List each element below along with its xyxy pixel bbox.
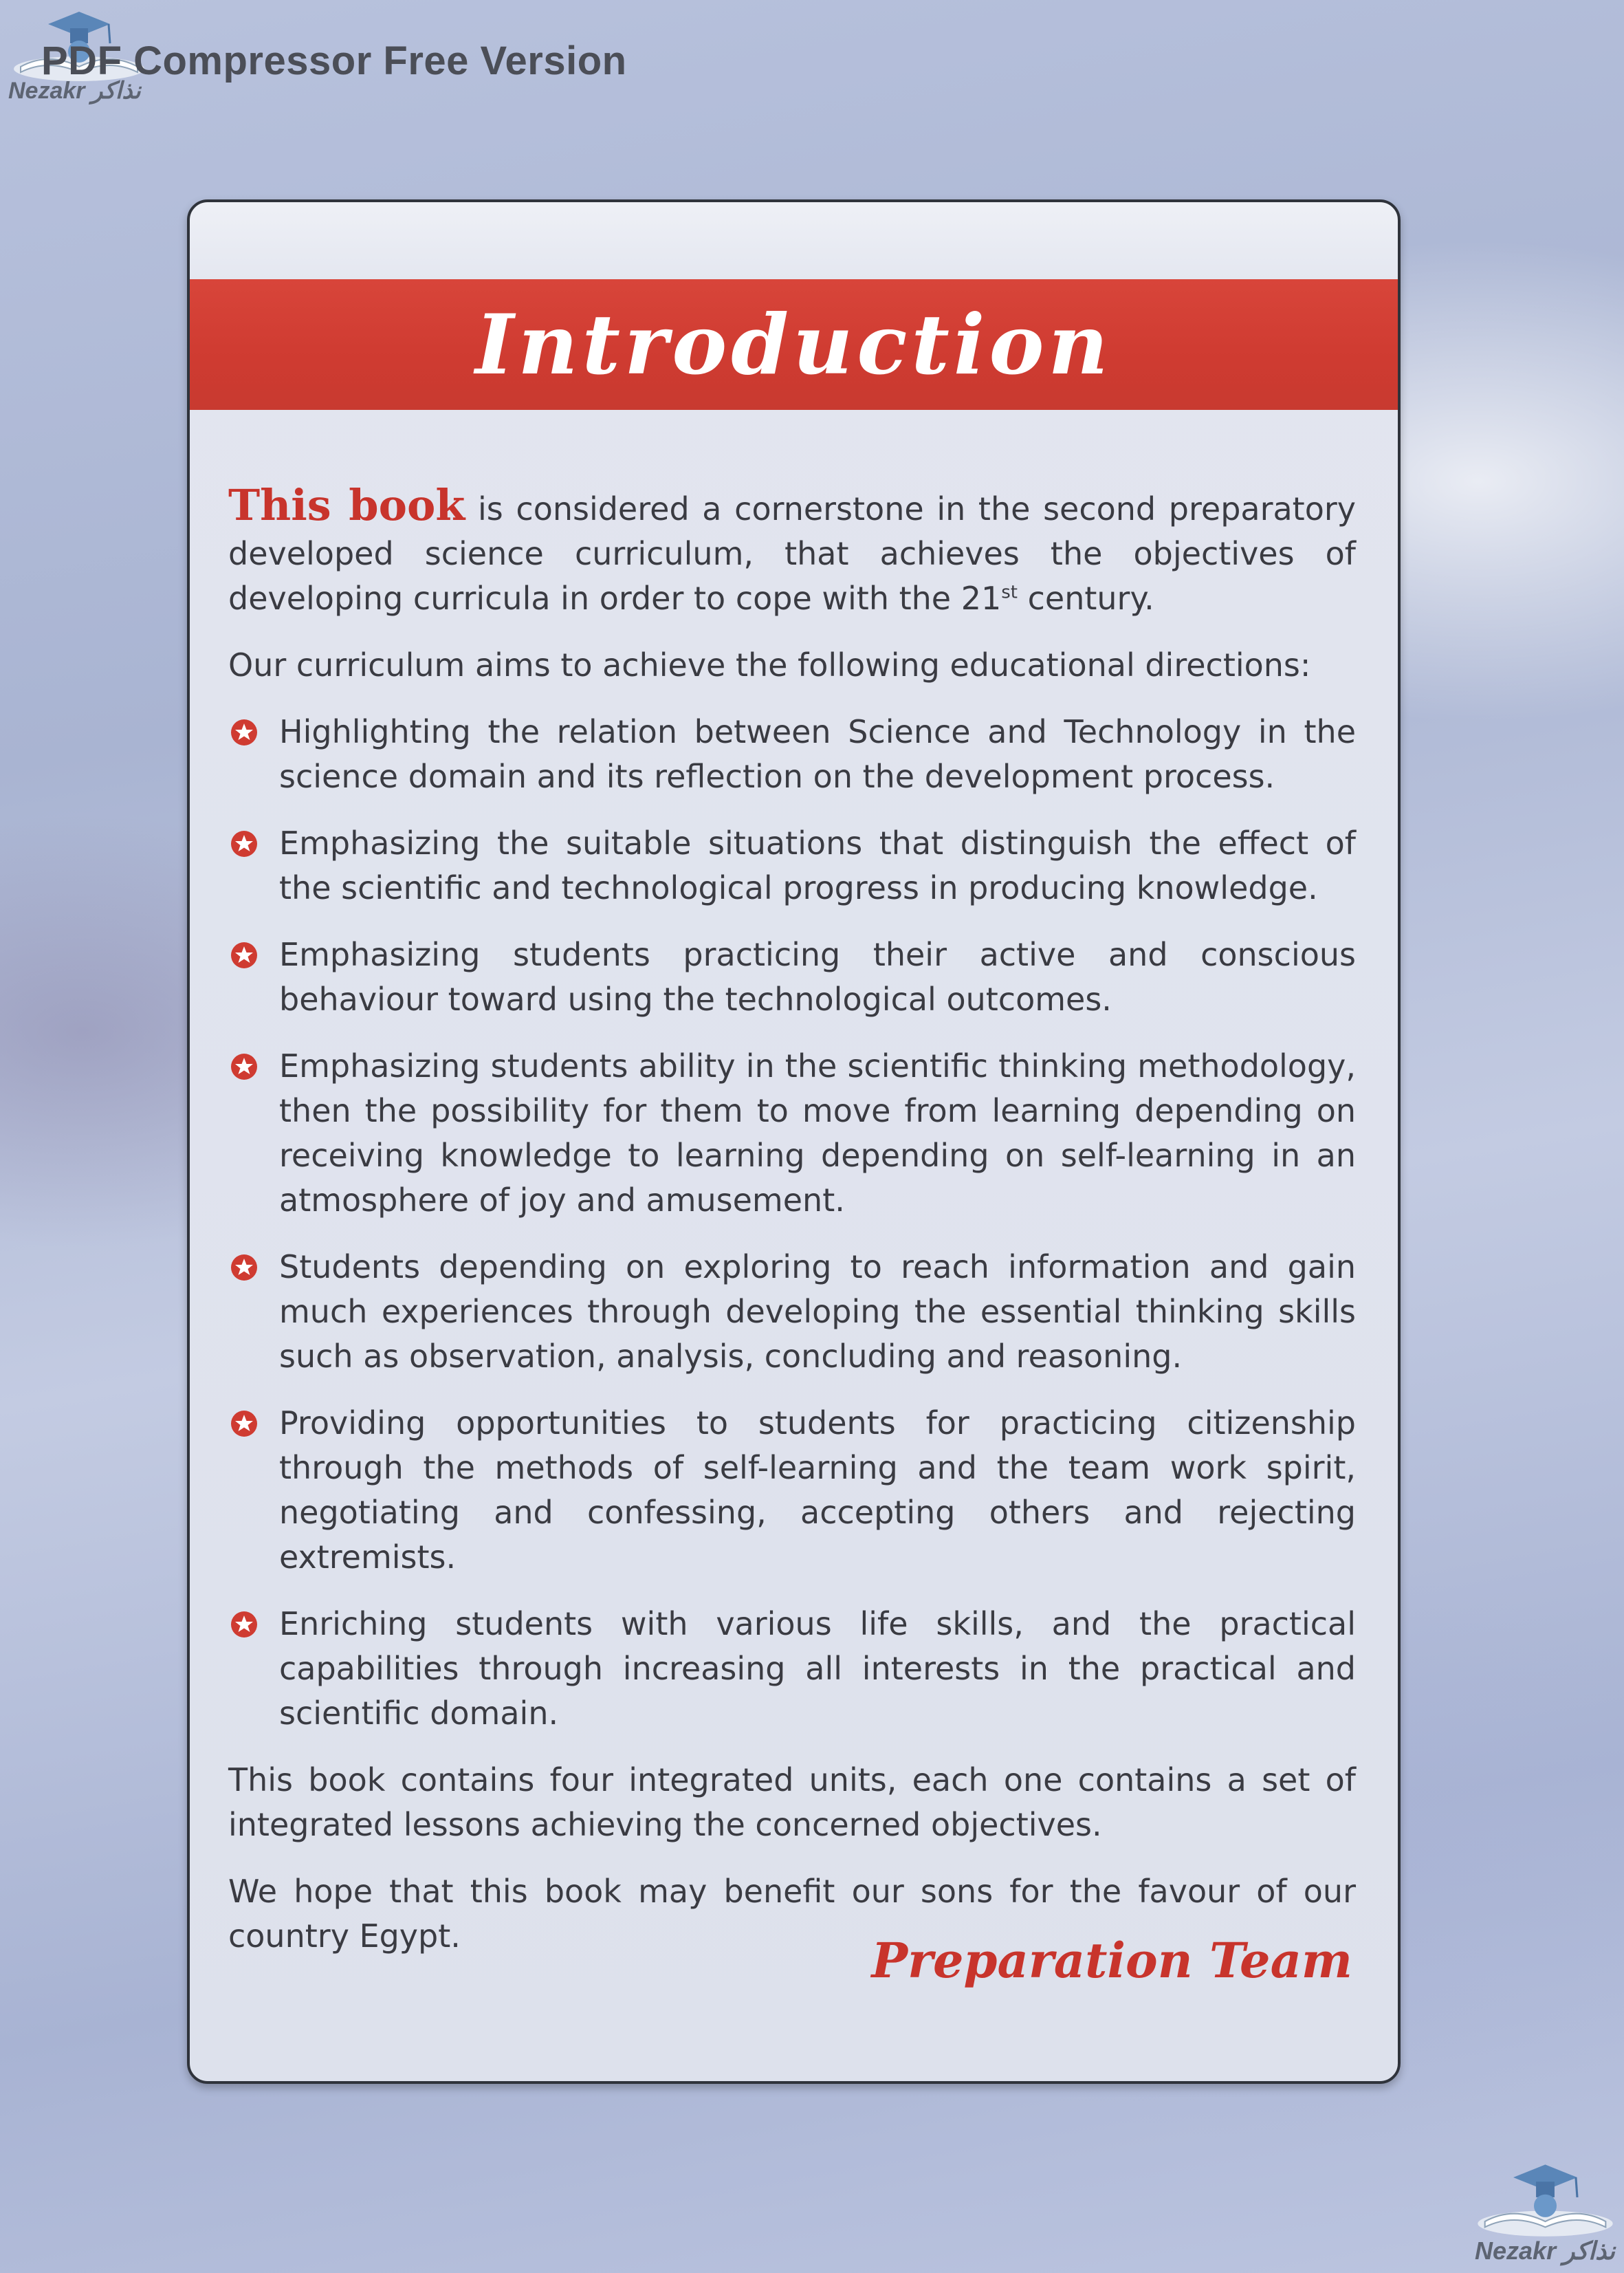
list-item-text: Highlighting the relation between Science and Technology in the science domain and its reflection on the development process.: [279, 713, 1356, 795]
pdf-compressor-watermark: PDF Compressor Free Version: [41, 39, 627, 83]
closing-paragraph-units: This book contains four integrated units, each one contains a set of integrated lessons achieving the concerned objectives.: [228, 1761, 1356, 1843]
title-banner: [190, 279, 1398, 410]
aims-list: [228, 710, 1356, 1736]
list-item: [228, 933, 1356, 1022]
page-title: Introduction: [475, 296, 1112, 393]
introduction-card: [187, 199, 1401, 2084]
list-item: [228, 710, 1356, 799]
star-bullet-icon: [230, 1409, 259, 1438]
intro-paragraph: [228, 480, 1356, 621]
star-bullet-icon: [230, 829, 259, 858]
list-item-text: Emphasizing students practicing their active and conscious behaviour toward using the technological outcomes.: [279, 936, 1356, 1018]
star-bullet-icon: [230, 941, 259, 970]
list-item: [228, 1602, 1356, 1736]
list-item-text: Emphasizing students ability in the scientific thinking methodology, then the possibility for them to move from learning depending on receiving knowledge to learning depending on self-learning in an atmosphere of joy and amusement.: [279, 1047, 1356, 1219]
closing-paragraph-hope: We hope that this book may benefit our sons for the favour of our country Egypt.: [228, 1873, 1356, 1955]
star-bullet-icon: [230, 1253, 259, 1282]
star-bullet-icon: [230, 718, 259, 747]
list-item: [228, 821, 1356, 911]
intro-superscript: st: [1001, 582, 1018, 603]
list-item-text: Enriching students with various life skills, and the practical capabilities through increasing all interests in the practical and scientific domain.: [279, 1605, 1356, 1732]
nezakr-logo-text: Nezakr نذاكر: [8, 78, 141, 104]
introduction-body: [228, 480, 1356, 1981]
list-item: [228, 1401, 1356, 1580]
intro-lead: This book: [228, 480, 465, 530]
list-item-text: Emphasizing the suitable situations that distinguish the effect of the scientific and technological progress in producing knowledge.: [279, 825, 1356, 906]
list-item-text: Students depending on exploring to reach information and gain much experiences through developing the essential thinking skills such as observation, analysis, concluding and reasoning.: [279, 1248, 1356, 1375]
signature: Preparation Team: [871, 1932, 1352, 1989]
intro-text-1: is considered a cornerstone in the second preparatory developed science curriculum, that achieves the objectives of developing curricula in order to cope with the 21: [228, 490, 1356, 617]
aims-intro: Our curriculum aims to achieve the following educational directions:: [228, 646, 1311, 684]
nezakr-logo-text: Nezakr نذاكر: [1475, 2237, 1615, 2265]
list-item: [228, 1245, 1356, 1379]
list-item-text: Providing opportunities to students for practicing citizenship through the methods of self-learning and the team work spirit, negotiating and confessing, accepting others and rejecting extremists.: [279, 1404, 1356, 1576]
intro-text-2: century.: [1018, 580, 1154, 617]
star-bullet-icon: [230, 1052, 259, 1081]
list-item: [228, 1044, 1356, 1223]
star-bullet-icon: [230, 1610, 259, 1639]
